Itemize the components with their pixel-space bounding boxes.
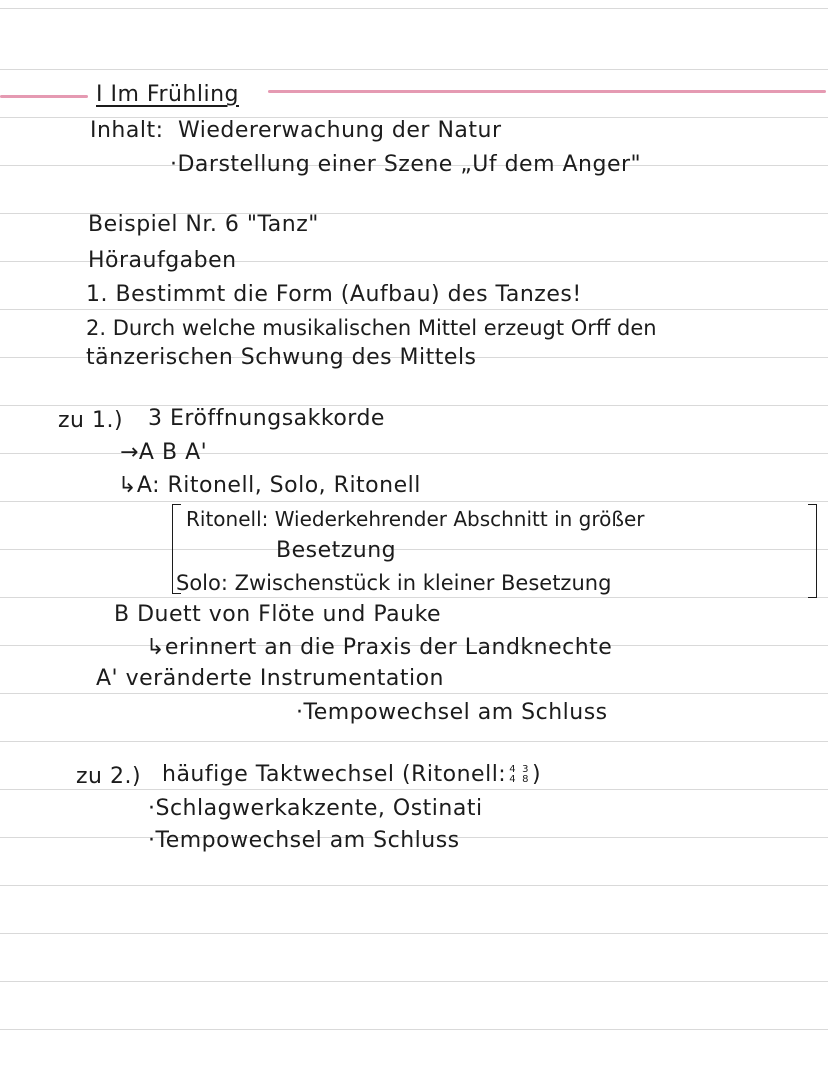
heading-accent-line-right [268, 90, 826, 93]
question-2: 2. Durch welche musikalischen Mittel erzeugt Orff den [86, 316, 657, 340]
answer-2-close-paren: ) [531, 762, 542, 787]
answer-1-b-note: ↳erinnert an die Praxis der Landknechte [146, 635, 613, 660]
fraction-bottom: 8 [522, 774, 529, 785]
answer-1-form: →A B A' [120, 440, 208, 465]
time-signature-4-4 [509, 765, 516, 785]
answer-1-a-prime-tempo: ·Tempowechsel am Schluss [296, 700, 608, 725]
fraction-top: 4 [509, 764, 517, 775]
answer-1-text: 3 Eröffnungsakkorde [148, 406, 385, 431]
answer-1-a-section: ↳A: Ritonell, Solo, Ritonell [118, 473, 421, 498]
inhalt-text: Wiedererwachung der Natur [178, 118, 502, 143]
beispiel-subtitle: Höraufgaben [88, 248, 237, 273]
time-signature-3-8 [522, 765, 529, 785]
ritornell-definition: Ritonell: Wiederkehrender Abschnitt in größer [186, 507, 645, 531]
inhalt-label: Inhalt: [90, 118, 164, 143]
ritornell-definition-continued: Besetzung [276, 538, 397, 563]
answer-2-label: zu 2.) [76, 764, 142, 789]
fraction-bottom: 4 [509, 774, 517, 785]
answer-1-b-section: B Duett von Flöte und Pauke [114, 602, 442, 627]
bracket-right [808, 504, 817, 598]
solo-definition: Solo: Zwischenstück in kleiner Besetzung [176, 571, 612, 595]
answer-2-item-2: ·Tempowechsel am Schluss [148, 828, 460, 853]
answer-2-text: häufige Taktwechsel (Ritonell: [162, 762, 507, 787]
heading-title: I Im Frühling [96, 82, 240, 107]
beispiel-title: Beispiel Nr. 6 "Tanz" [88, 212, 319, 237]
question-2-continued: tänzerischen Schwung des Mittels [86, 345, 477, 370]
heading-accent-line-left [0, 95, 88, 98]
answer-2-item-1: ·Schlagwerkakzente, Ostinati [148, 796, 483, 821]
fraction-top: 3 [522, 764, 529, 775]
question-1: 1. Bestimmt die Form (Aufbau) des Tanzes! [86, 282, 582, 307]
answer-2-text-line [162, 762, 541, 788]
inhalt-text-2: ·Darstellung einer Szene „Uf dem Anger" [170, 152, 642, 177]
answer-1-a-prime-section: A' veränderte Instrumentation [96, 666, 444, 691]
answer-1-label: zu 1.) [58, 408, 124, 433]
